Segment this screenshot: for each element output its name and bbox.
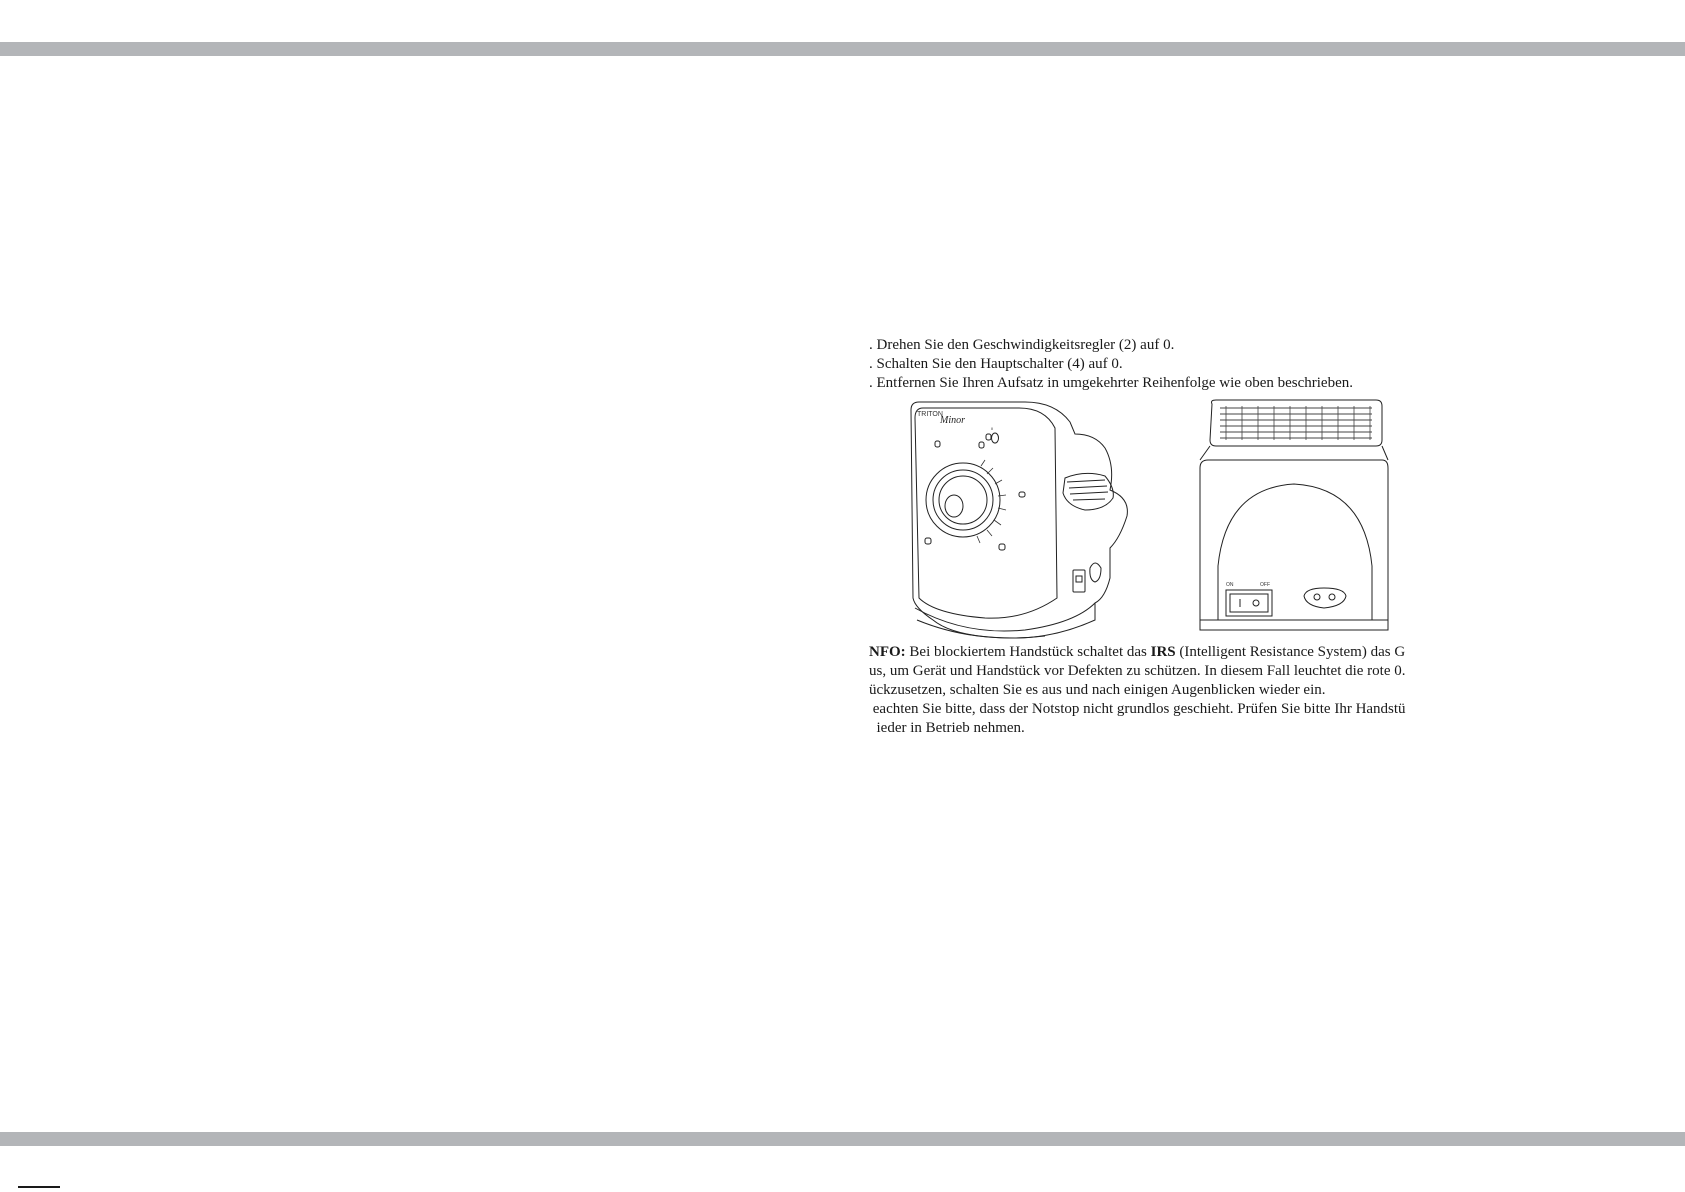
info-line-4: eachten Sie bitte, dass der Notstop nicht grundlos geschieht. Prüfen Sie bitte Ihr Handstü — [869, 701, 1406, 717]
step-3: . Entfernen Sie Ihren Aufsatz in umgekehrter Reihenfolge wie oben beschrieben. — [869, 375, 1353, 391]
top-page-band — [0, 42, 1685, 56]
step-2: . Schalten Sie den Hauptschalter (4) auf 0. — [869, 356, 1123, 372]
info-note — [869, 643, 1685, 738]
info-line-1-a: Bei blockiertem Handstück schaltet das — [905, 644, 1151, 660]
front-brand-text: TRITON — [917, 411, 943, 418]
steps-list — [869, 336, 1685, 393]
step-1: . Drehen Sie den Geschwindigkeitsregler (2) auf 0. — [869, 337, 1175, 353]
info-line-2: us, um Gerät und Handstück vor Defekten zu schützen. In diesem Fall leuchtet die rote 0. — [869, 663, 1406, 679]
device-front-illustration — [905, 398, 1135, 643]
info-line-5: ieder in Betrieb nehmen. — [869, 720, 1025, 736]
irs-term: IRS — [1150, 644, 1176, 660]
bottom-page-band — [0, 1132, 1685, 1146]
info-line-1-c: (Intelligent Resistance System) das G — [1175, 644, 1406, 660]
svg-text:OFF: OFF — [1260, 582, 1270, 588]
footer-mark — [18, 1186, 60, 1188]
svg-text:ON: ON — [1226, 582, 1234, 588]
info-line-3: ückzusetzen, schalten Sie es aus und nach einigen Augenblicken wieder ein. — [869, 682, 1326, 698]
device-rear-illustration — [1196, 398, 1391, 642]
info-label: NFO: — [869, 644, 906, 660]
info-line-1 — [869, 643, 1685, 662]
svg-text:II: II — [991, 426, 994, 431]
front-model-text: Minor — [940, 415, 965, 426]
